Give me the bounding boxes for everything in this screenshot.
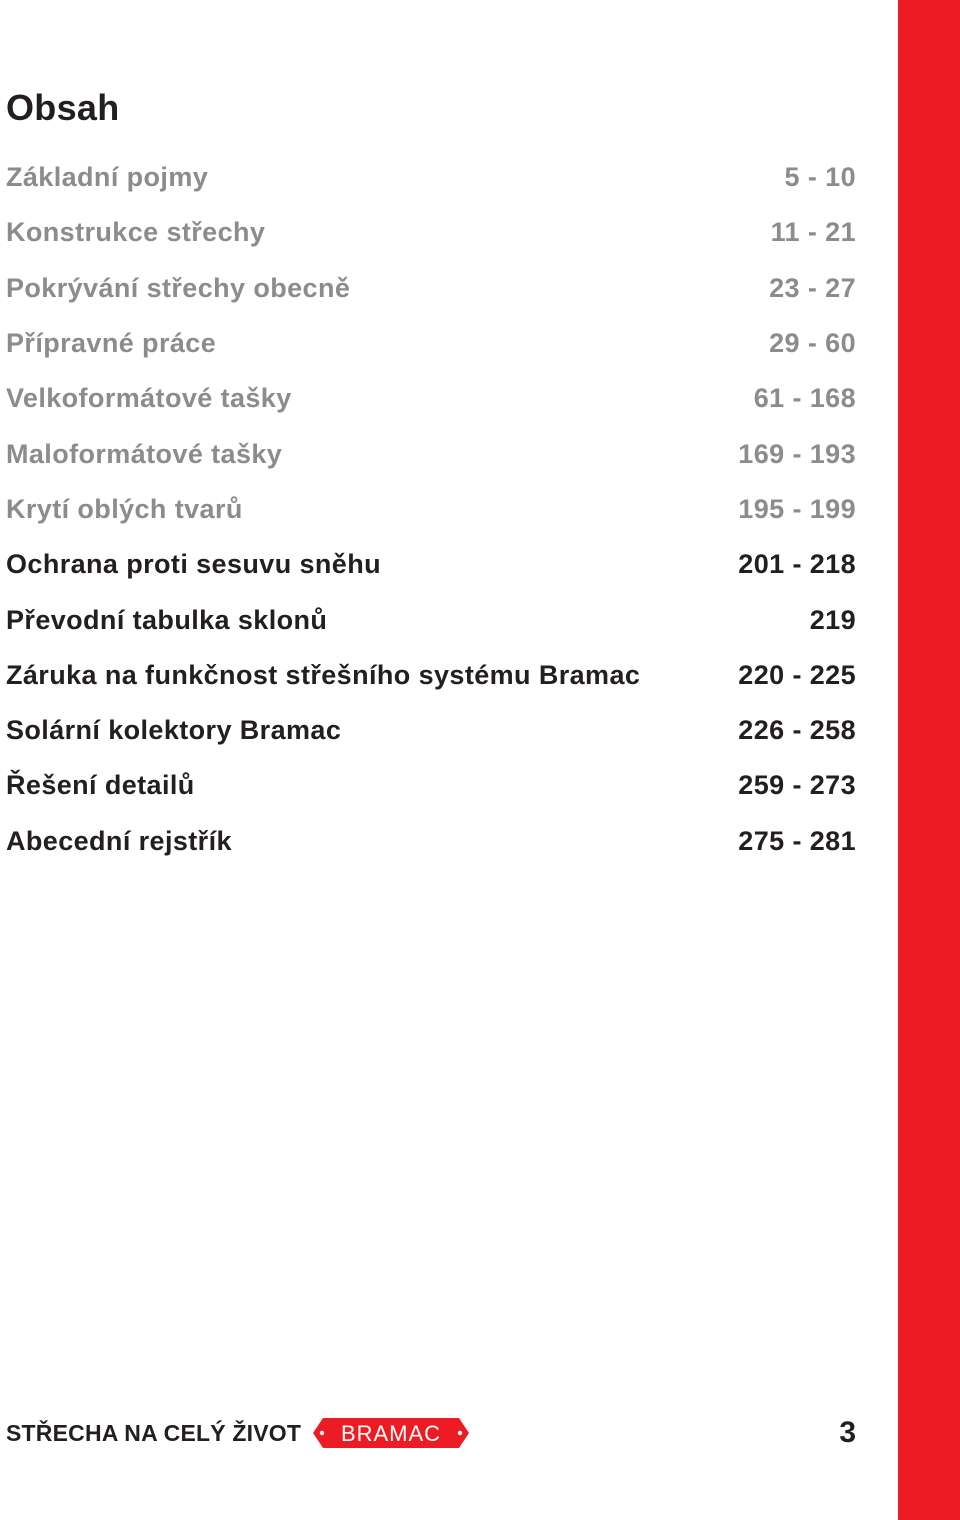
toc-item-label: Solární kolektory Bramac bbox=[6, 715, 342, 746]
toc-item-pages: 5 - 10 bbox=[784, 162, 856, 193]
toc-item-label: Konstrukce střechy bbox=[6, 217, 266, 248]
toc-item-label: Přípravné práce bbox=[6, 328, 217, 359]
toc-item-label: Řešení detailů bbox=[6, 770, 195, 801]
toc-item-pages: 219 bbox=[809, 604, 856, 635]
toc-item[interactable] bbox=[6, 814, 856, 869]
toc-item-pages: 169 - 193 bbox=[738, 438, 856, 469]
toc-item-label: Abecední rejstřík bbox=[6, 825, 232, 856]
toc-item-pages: 226 - 258 bbox=[738, 715, 856, 746]
toc-item-pages: 11 - 21 bbox=[770, 217, 856, 248]
toc-item-label: Krytí oblých tvarů bbox=[6, 493, 243, 524]
toc-item[interactable] bbox=[6, 316, 856, 371]
toc-item-pages: 275 - 281 bbox=[738, 825, 856, 856]
toc-item-label: Velkoformátové tašky bbox=[6, 383, 292, 414]
toc-item-pages: 23 - 27 bbox=[769, 272, 856, 303]
table-of-contents bbox=[6, 150, 856, 869]
toc-item-pages: 201 - 218 bbox=[738, 549, 856, 580]
toc-item-label: Ochrana proti sesuvu sněhu bbox=[6, 549, 381, 580]
toc-item[interactable] bbox=[6, 758, 856, 813]
toc-item-pages: 29 - 60 bbox=[769, 328, 856, 359]
toc-item-pages: 61 - 168 bbox=[753, 383, 856, 414]
toc-item[interactable] bbox=[6, 426, 856, 481]
toc-item-pages: 259 - 273 bbox=[738, 770, 856, 801]
toc-item-label: Pokrývání střechy obecně bbox=[6, 272, 351, 303]
toc-item[interactable] bbox=[6, 205, 856, 260]
toc-item[interactable] bbox=[6, 482, 856, 537]
toc-item[interactable] bbox=[6, 150, 856, 205]
page-footer bbox=[6, 1413, 856, 1453]
page-number: 3 bbox=[839, 1416, 856, 1449]
toc-item[interactable] bbox=[6, 703, 856, 758]
toc-item-pages: 195 - 199 bbox=[738, 493, 856, 524]
bramac-logo bbox=[311, 1416, 471, 1450]
page-title: Obsah bbox=[6, 87, 120, 128]
toc-item[interactable] bbox=[6, 537, 856, 592]
toc-item[interactable] bbox=[6, 648, 856, 703]
toc-item-label: Záruka na funkčnost střešního systému Bramac bbox=[6, 659, 641, 690]
toc-item[interactable] bbox=[6, 371, 856, 426]
footer-brand bbox=[6, 1416, 471, 1450]
bramac-logo-text: BRAMAC bbox=[341, 1421, 442, 1446]
footer-slogan: STŘECHA NA CELÝ ŽIVOT bbox=[6, 1419, 302, 1446]
toc-item-label: Maloformátové tašky bbox=[6, 438, 283, 469]
toc-item[interactable] bbox=[6, 592, 856, 647]
red-side-bar bbox=[898, 0, 960, 1520]
toc-item-pages: 220 - 225 bbox=[738, 659, 856, 690]
toc-item-label: Základní pojmy bbox=[6, 162, 209, 193]
toc-item-label: Převodní tabulka sklonů bbox=[6, 604, 328, 635]
toc-item[interactable] bbox=[6, 261, 856, 316]
